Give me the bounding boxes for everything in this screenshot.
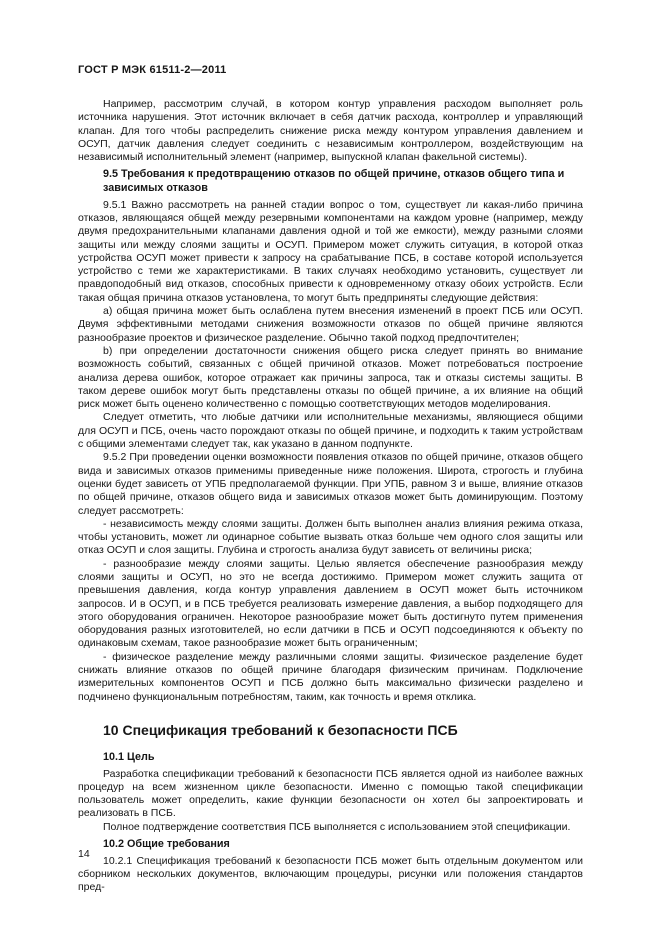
paragraph: 10.2.1 Спецификация требований к безопасности ПСБ может быть отдельным документом или сборником нескольких документов, включающим процедуры, рисунки или положения стандартов пред-	[78, 854, 583, 894]
paragraph: Следует отметить, что любые датчики или исполнительные механизмы, являющиеся общими для ОСУП и ПСБ, очень часто порождают отказы по общей причине, и подходить к таким устройствам с общими элементами следует так, как указано в данном подпункте.	[78, 411, 583, 451]
paragraph: 9.5.2 При проведении оценки возможности появления отказов по общей причине, отказов общего вида и зависимых отказов применимы приведенные ниже положения. Широта, строгость и глубина оценки будет зависеть от УПБ предполагаемой функции. При УПБ, равном 3 и выше, влияние отказов по общей причине, отказов общего вида и зависимых отказов может быть доминирующим. Поэтому следует рассмотреть:	[78, 451, 583, 517]
subsection-heading: 9.5 Требования к предотвращению отказов по общей причине, отказов общего типа и зависимых отказов	[103, 168, 565, 195]
paragraph: 9.5.1 Важно рассмотреть на ранней стадии вопрос о том, существует ли какая-либо причина отказов, являющаяся общей между резервными компонентами на каждом уровне (например, между двумя предохранительными клапанами давления одной и той же емкости), между разными слоями защиты или между слоями защиты и ОСУП. Примером может служить ситуация, в которой отказ устройства ОСУП может привести к запросу на срабатывание ПСБ, в составе которой используется устройство с теми же характеристиками. В таких случаях необходимо установить, существует ли правдоподобный вид отказов, способных привести к одновременному отказу обоих устройств. Если такая общая причина отказов установлена, то могут быть предприняты следующие действия:	[78, 198, 583, 304]
section-heading: 10 Спецификация требований к безопасности ПСБ	[103, 721, 458, 738]
paragraph: - разнообразие между слоями защиты. Целью является обеспечение разнообразия между слоями защиты и ОСУП, но это не всегда достижимо. Примером может служить защита от превышения давления, когда контур управления давлением в ОСУП может быть источником запросов. И в ОСУП, и в ПСБ требуется реализовать измерение давления, а выбор подходящего для этого оборудования ограничен. Некоторое разнообразие может быть достигнуто путем применения оборудования разных изготовителей, но если датчики в ПСБ и ОСУП подсоединяются к объекту по одинаковым схемам, такое разнообразие может быть ограниченным;	[78, 557, 583, 650]
paragraph: Разработка спецификации требований к безопасности ПСБ является одной из наиболее важных процедур на всем жизненном цикле безопасности. Именно с помощью такой спецификации пользователь может определить, какие функции безопасности он хотел бы запроектировать и реализовать в ПСБ.	[78, 767, 583, 820]
paragraph: a) общая причина может быть ослаблена путем внесения изменений в проект ПСБ или ОСУП. Двумя эффективными методами снижения возможности отказов по общей причине являются разнообразие проектов и физическое разделение. Обычно такой подход предпочтителен;	[78, 305, 583, 344]
paragraph: - независимость между слоями защиты. Должен быть выполнен анализ влияния режима отказа, чтобы установить, может ли одинарное событие вызвать отказ больше чем одного слоя защиты или отказ ОСУП и слоя защиты. Глубина и строгость анализа будут зависеть от величины риска;	[78, 517, 583, 557]
subsection-heading: 10.1 Цель	[103, 750, 155, 763]
document-header: ГОСТ Р МЭК 61511-2—2011	[78, 64, 227, 76]
document-body	[78, 98, 583, 895]
page-number: 14	[78, 848, 90, 860]
paragraph: Например, рассмотрим случай, в котором контур управления расходом выполняет роль источника нарушения. Этот источник включает в себя датчик расхода, контроллер и управляющий клапан. Для того чтобы распределить снижение риска между контуром управления давлением и ОСУП, датчик давления следует соединить с независимым контроллером, воздействующим на независимый исполнительный элемент (например, выпускной клапан факельной системы).	[78, 98, 583, 164]
paragraph: b) при определении достаточности снижения общего риска следует принять во внимание возможность событий, связанных с общей причиной отказов. Может потребоваться построение анализа дерева ошибок, которое отражает как причины запроса, так и отказы системы защиты. В таком дереве ошибок могут быть представлены отказы по общей причине, а их влияние на общий риск может быть оценено количественно с помощью соответствующих методов моделирования.	[78, 344, 583, 411]
paragraph: Полное подтверждение соответствия ПСБ выполняется с использованием этой спецификации.	[103, 820, 571, 833]
document-content-area	[78, 64, 583, 895]
paragraph: - физическое разделение между различными слоями защиты. Физическое разделение будет снижать влияние отказов по общей причине благодаря физическим причинам. Подключение измерительных компонентов ОСУП и ПСБ должно быть максимально физически разделено и подчинено функциональным потребностям, таким, как точность и время отклика.	[78, 650, 583, 703]
subsection-heading: 10.2 Общие требования	[103, 838, 230, 851]
